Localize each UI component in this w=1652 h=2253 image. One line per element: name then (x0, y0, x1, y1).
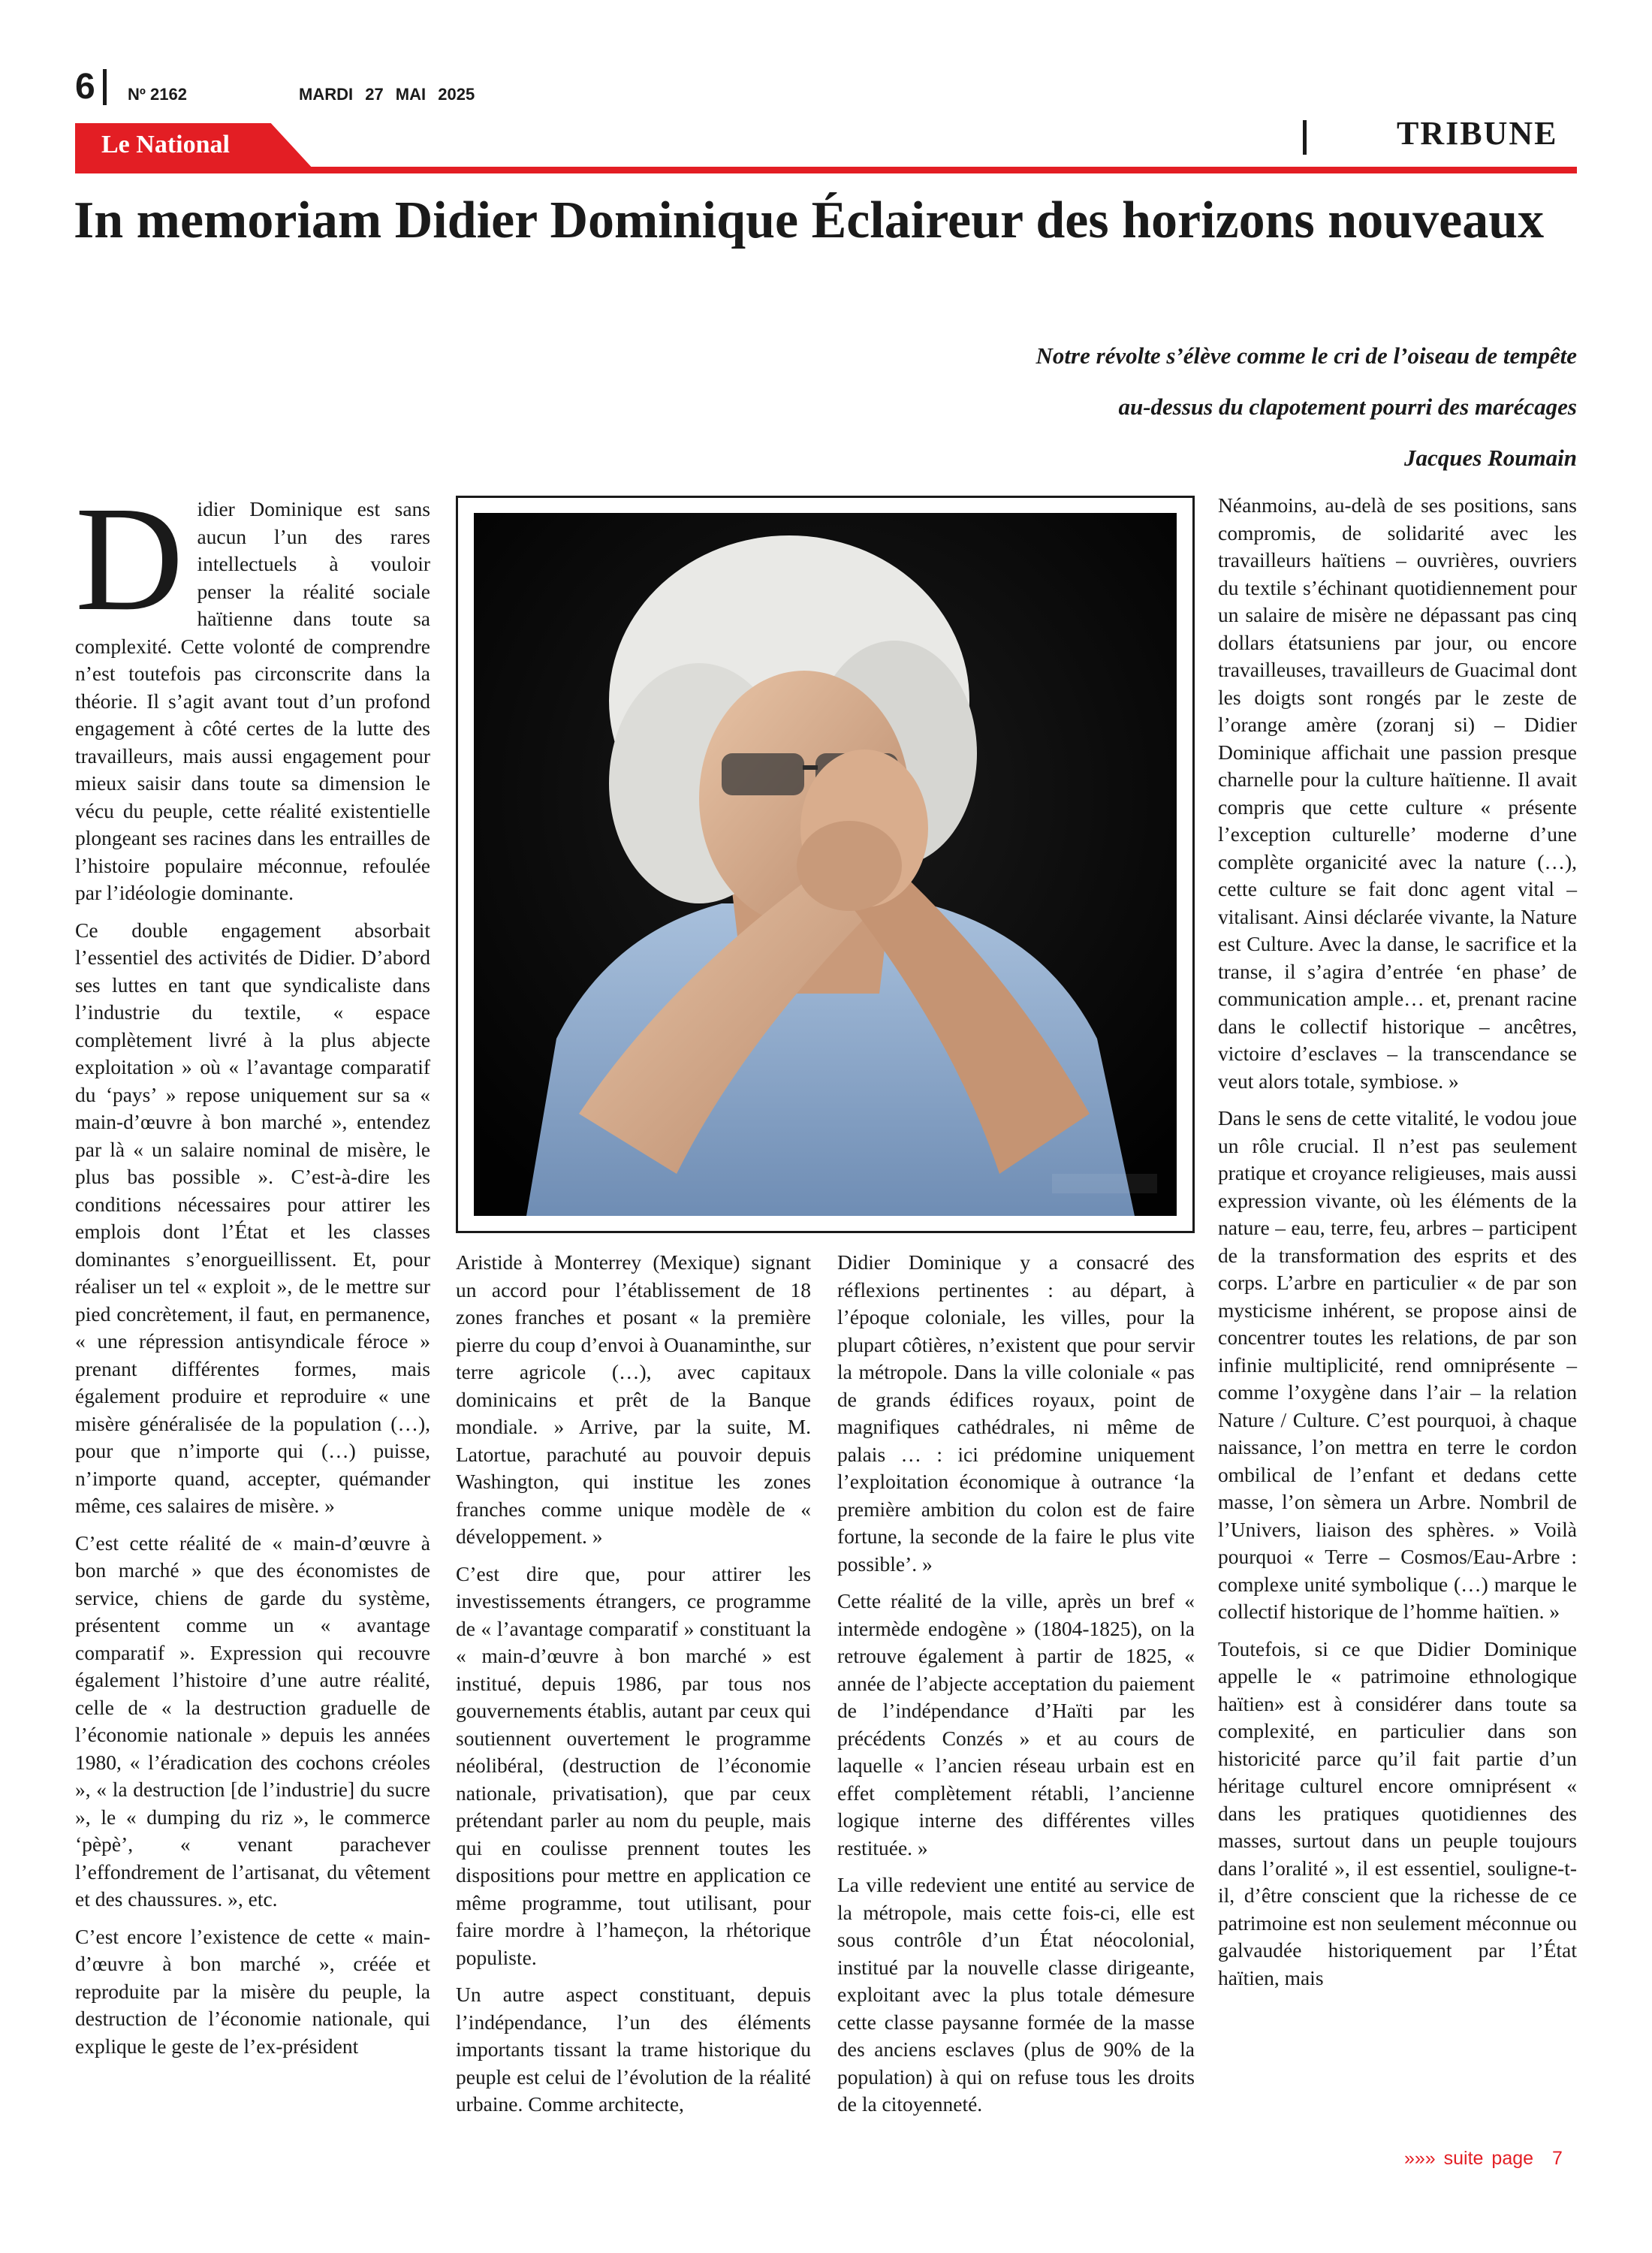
paragraph: Ce double engagement absorbait l’essentiel des activités de Didier. D’abord ses luttes en tant que syndicaliste dans l’industrie du textile, « espace complètement livré à la plus abjecte exploitation » où « l’avantage comparatif du ‘pays’ » repose uniquement sur sa « main-d’œuvre à bon marché », entendez par là « un salaire nominal de misère, le plus bas possible ». C’est-à-dire les conditions nécessaires pour attirer les emplois dont l’État et les classes dominantes s’enorgueillissent. Et, pour réaliser un tel « exploit », de le mettre sur pied concrètement, il faut, en permanence, « une répression antisyndicale féroce » prenant différentes formes, mais également produire et reproduire « une misère généralisée de la population (…), pour que n’importe qui (…) puisse, n’importe quand, accepter, quémander même, ces salaires de misère. » (75, 918, 430, 1517)
epigraph-line-1: Notre révolte s’élève comme le cri de l’oiseau de tempête (1036, 342, 1577, 369)
article-column-4 (1218, 492, 1577, 2001)
issue-number: Nº 2162 (128, 85, 187, 104)
paragraph: Dans le sens de cette vitalité, le vodou joue un rôle crucial. Il n’est pas seulement pratique et croyance religieuses, mais aussi expression vivante, où les éléments de la nature – eau, terre, feu, arbres – participent de la transformation des esprits et des corps. L’arbre en particulier « de par son mysticisme inhérent, se propose ainsi de concentrer toutes les relations, de par son infinie multiplicité, rend omniprésente – comme l’oxygène dans l’air – la relation Nature / Culture. C’est pourquoi, à chaque naissance, l’on mettra en terre le cordon ombilical de l’enfant et dedans cette masse, l’on sèmera un Arbre. Nombril de l’Univers, liaison des sphères. » Voilà pourquoi « Terre – Cosmos/Eau-Arbre : complexe unité symbolique (…) marque le collectif historique de l’homme haïtien. » (1218, 1106, 1577, 1623)
continuation-link[interactable] (1404, 2148, 1563, 2170)
paragraph: Cette réalité de la ville, après un bref « intermède endogène » (1804-1825), on la retrouve également à partir de 1825, « année de l’abjecte acceptation du paiement de l’indépendance d’Haïti par les précédents Conzés » et au cours de laquelle « l’ancien réseau urbain est en effet complètement rétabli, l’ancienne logique interne des différentes villes restituée. » (837, 1589, 1195, 1859)
paragraph: C’est encore l’existence de cette « main-d’œuvre à bon marché », créée et reproduite par la misère du peuple, la destruction de l’économie nationale, qui explique le geste de l’ex-président (75, 1924, 430, 2058)
paragraph: Aristide à Monterrey (Mexique) signant un accord pour l’établissement de 18 zones franches et posant « la première pierre du coup d’envoi à Ouanaminthe, sur terre agricole (…), avec capitaux dominicains et prêt de la Banque mondiale. » Arrive, par la suite, M. Latortue, parachuté au pouvoir depuis Washington, qui institue les zones franches comme unique modèle de « développement. » (456, 1250, 811, 1548)
article-photo (456, 496, 1195, 1233)
article-column-2 (456, 1249, 811, 2128)
issue-date: MARDI 27 MAI 2025 (299, 85, 475, 104)
portrait-photo (474, 513, 1177, 1216)
header-separator (103, 69, 107, 105)
article-headline: In memoriam Didier Dominique Éclaireur des horizons nouveaux (74, 192, 1545, 249)
continuation-text: »»» suite page (1404, 2148, 1534, 2169)
article-column-3 (837, 1249, 1195, 2128)
paragraph: Néanmoins, au-delà de ses positions, sans compromis, de solidarité avec les travailleurs haïtiens – ouvrières, ouvriers du textile s’échinant quotidiennement pour un salaire de misère ne dépassant pas cinq dollars étatsuniens par jour, ou encore travailleuses, travailleurs de Guacimal dont les doigts sont rongés par le zeste de l’orange amère (zoranj si) – Didier Dominique affichait une passion presque charnelle pour la culture haïtienne. Il avait compris que cette culture « présente l’exception culturelle’ moderne d’une complète organicité avec la nature (…), cette culture se fait donc agent vital – vitalisant. Ainsi déclarée vivante, la Nature est Culture. Avec la danse, le sacrifice et la transe, il s’agira d’entrée ‘en phase’ de communication ample… et, prenant racine dans le collectif historique – ancêtres, victoire d’esclaves – la transcendance se veut alors totale, symbiose. » (1218, 493, 1577, 1093)
paragraph (75, 476, 430, 907)
epigraph-line-2: au-dessus du clapotement pourri des marécages (1118, 394, 1577, 420)
paragraph: Toutefois, si ce que Didier Dominique appelle le « patrimoine ethnologique haïtien» est à considérer dans toute sa complexité, en particulier dans son historicité parce qu’il fait partie d’un héritage culturel encore omniprésent « dans les pratiques quotidiennes des masses, surtout dans un peuple toujours dans l’oralité », il est essentiel, souligne-t-il, d’être conscient que la richesse de ce patrimoine est non seulement méconnue ou galvaudée historiquement par l’État haïtien, mais (1218, 1636, 1577, 1989)
paragraph: C’est cette réalité de « main-d’œuvre à bon marché » que des économistes de service, chiens de garde du système, présentent comme un « avantage comparatif ». Expression qui recouvre également l’histoire d’une autre réalité, celle de « la destruction graduelle de l’économie nationale » depuis les années 1980, « l’éradication des cochons créoles », « la destruction [de l’industrie] du sucre », le « dumping du riz », le commerce ‘pèpè’, « venant parachever l’effondrement de l’artisanat, du vêtement et des chaussures. », etc. (75, 1531, 430, 1911)
article-column-1 (75, 476, 430, 2070)
drop-cap: D (75, 476, 184, 642)
paragraph: Un autre aspect constituant, depuis l’indépendance, l’un des éléments importants tissant la trame historique du peuple est celui de l’évolution de la réalité urbaine. Comme architecte, (456, 1983, 811, 2116)
epigraph (1036, 330, 1577, 484)
paragraph: La ville redevient une entité au service de la métropole, mais cette fois-ci, elle est sous contrôle d’un État néocolonial, institué par la nouvelle classe dirigeante, exploitant avec la plus totale démesure cette classe paysanne formée de la masse des anciens esclaves (plus de 90% de la population) à qui on refuse tous les droits de la citoyenneté. (837, 1873, 1195, 2116)
epigraph-author: Jacques Roumain (1404, 445, 1577, 471)
header-rule (75, 167, 1577, 173)
section-separator (1303, 120, 1307, 155)
paragraph-text: idier Dominique est sans aucun l’un des rares intellectuels à vouloir penser la réalité sociale haïtienne dans toute sa complexité. Cette volonté de comprendre n’est toutefois pas circonscrite dans la théorie. Il s’agit avant tout d’un profond engagement à côté certes de la lutte des travailleurs, mais aussi engagement pour mieux saisir dans toute sa dimension le vécu du peuple, cette réalité existentielle plongeant ses racines dans les entrailles de l’histoire populaire méconnue, refoulée par l’idéologie dominante. (75, 497, 430, 904)
continuation-page: 7 (1551, 2148, 1563, 2169)
paragraph: Didier Dominique y a consacré des réflexions pertinentes : au départ, à l’époque coloniale, les villes, pour la plupart côtières, n’existent que pour servir la métropole. Dans la ville coloniale « pas de grands édifices royaux, point de magnifiques cathédrales, ni même de palais … : ici prédomine uniquement l’exploitation économique à outrance ‘la première ambition du colon est de faire fortune, la seconde de la faire le plus vite possible’. » (837, 1250, 1195, 1576)
brand-logo: Le National (101, 131, 230, 158)
section-label: TRIBUNE (1397, 115, 1558, 152)
portrait-illustration (474, 513, 1177, 1216)
paragraph: C’est dire que, pour attirer les investissements étrangers, ce programme de « l’avantage comparatif » constituant la « main-d’œuvre à bon marché » est institué, depuis 1986, par tous nos gouvernements établis, autant par ceux qui soutiennent ouvertement le programme néolibéral, (destruction de l’économie nationale, privatisation), que par ceux prétendant parler au nom du peuple, mais qui en coulisse prennent toutes les dispositions pour mettre en application ce même programme, tout utilisant, pour faire mordre à l’hameçon, la rhétorique populiste. (456, 1561, 811, 1969)
page-number: 6 (75, 67, 95, 107)
